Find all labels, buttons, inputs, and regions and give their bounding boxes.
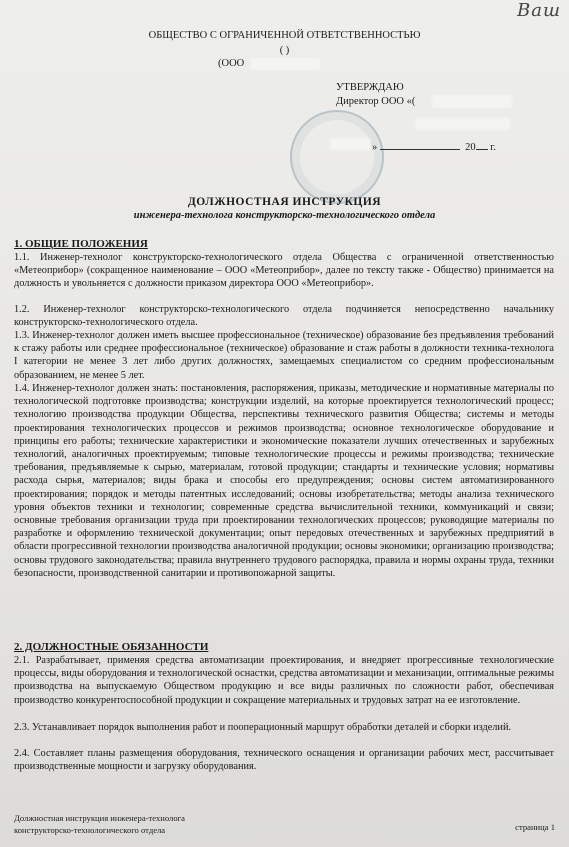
company-name-line: ОБЩЕСТВО С ОГРАНИЧЕННОЙ ОТВЕТСТВЕННОСТЬЮ — [148, 30, 421, 41]
date-month-blank — [380, 149, 460, 150]
redaction-block — [432, 95, 512, 108]
paragraph-1-2: 1.2. Инженер-технолог конструкторско-технологического отдела подчиняется непосредственно начальнику конструкторско-технологического отдела. — [14, 304, 554, 329]
paragraph-2-4: 2.4. Составляет планы размещения оборудования, технического оснащения и организации рабочих мест, рассчитывает производственные мощности и загрузку оборудования. — [14, 748, 554, 773]
approval-heading: УТВЕРЖДАЮ — [336, 82, 404, 93]
date-year: 20 — [465, 142, 476, 153]
paragraph-2-1: 2.1. Разрабатывает, применяя средства автоматизации проектирования, и внедряет прогрессивные технологические процессы, виды оборудования и технологической оснастки, средства автоматизации и механизации, оптимальные режимы производства на выпускаемую Обществом продукцию и все виды различных по сложности работ, обеспечивая производство конкурентоспособной продукции и сокращение материальных и трудовых затрат на ее изготовление. — [14, 655, 554, 706]
footer-line-2: конструкторско-технологического отдела — [14, 825, 166, 835]
footer-document-name — [14, 812, 185, 836]
footer-line-1: Должностная инструкция инженера-технолога — [14, 813, 185, 823]
paragraph-1-4: 1.4. Инженер-технолог должен знать: постановления, распоряжения, приказы, методические и нормативные материалы по технологической подготовке производства; конструкции изделий, на которые проектируется технологический процесс; технологию производства продукции Общества, перспективы технического развития Общества; системы и методы проектирования технологических процессов и режимов производства; основное технологическое оборудование и принципы его работы; технические характеристики и экономические показатели лучших отечественных и зарубежных технологий, аналогичных проектируемым; типовые технологические процессы и режимы производства; технические требования, предъявляемые к сырью, материалам, готовой продукции; стандарты и технические условия; нормативы расхода сырья, материалов; виды брака и способы его предупреждения; основы систем автоматизированного проектирования; порядок и методы патентных исследований; основы изобретательства; методы анализа технического уровня объектов техники и технологии; современные средства вычислительной техники, коммуникаций и связи; основные требования организации труда при проектировании технологических процессов; руководящие материалы по разработке и оформлению технической документации; опыт передовых отечественных и зарубежных предприятий в области прогрессивной технологии производства аналогичной продукции; основы экономики; организацию производства; основы трудового законодательства; правила внутреннего трудового распорядка, правила и нормы охраны труда, техники безопасности, производственной санитарии и противопожарной защиты. — [14, 383, 554, 579]
section-heading-general: 1. ОБЩИЕ ПОЛОЖЕНИЯ — [14, 238, 148, 250]
document-subtitle: инженера-технолога конструкторско-технологического отдела — [133, 210, 436, 221]
company-name-parenthetical: ( ) — [279, 45, 290, 56]
paragraph-1-3: 1.3. Инженер-технолог должен иметь высшее профессиональное (техническое) образование без предъявления требований к стажу работы или среднее профессиональное (техническое) образование и стаж работы в должности техника-технолога I категории не менее 3 лет либо других должностях, замещаемых специалистом со средним профессиональным образованием, не менее 5 лет. — [14, 330, 554, 381]
footer-page-number: страница 1 — [515, 822, 555, 832]
redaction-block — [415, 118, 510, 130]
document-title: ДОЛЖНОСТНАЯ ИНСТРУКЦИЯ — [187, 196, 382, 208]
approval-date-line — [372, 142, 496, 153]
date-year-blank — [476, 149, 488, 150]
paragraph-1-1: 1.1. Инженер-технолог конструкторско-технологического отдела Общества с ограниченной ответственностью «Метеоприбор» (сокращенное наименование – ООО «Метеоприбор», далее по тексту также - Общество) принимается на должность и увольняется с должности приказом директора ООО «Метеоприбор». — [14, 252, 554, 290]
approval-director: Директор ООО «( — [336, 96, 416, 107]
company-short-name: (ООО — [218, 58, 245, 69]
redaction-block — [330, 138, 370, 150]
company-seal — [290, 110, 384, 204]
redaction-block — [250, 58, 320, 70]
date-quote: » — [372, 142, 378, 153]
section-heading-duties: 2. ДОЛЖНОСТНЫЕ ОБЯЗАННОСТИ — [14, 641, 209, 653]
paragraph-2-3: 2.3. Устанавливает порядок выполнения работ и пооперационный маршрут обработки деталей и сборки изделий. — [14, 722, 512, 733]
date-year-suffix: г. — [490, 142, 496, 153]
corner-handwritten-mark: Ваш — [516, 0, 561, 21]
